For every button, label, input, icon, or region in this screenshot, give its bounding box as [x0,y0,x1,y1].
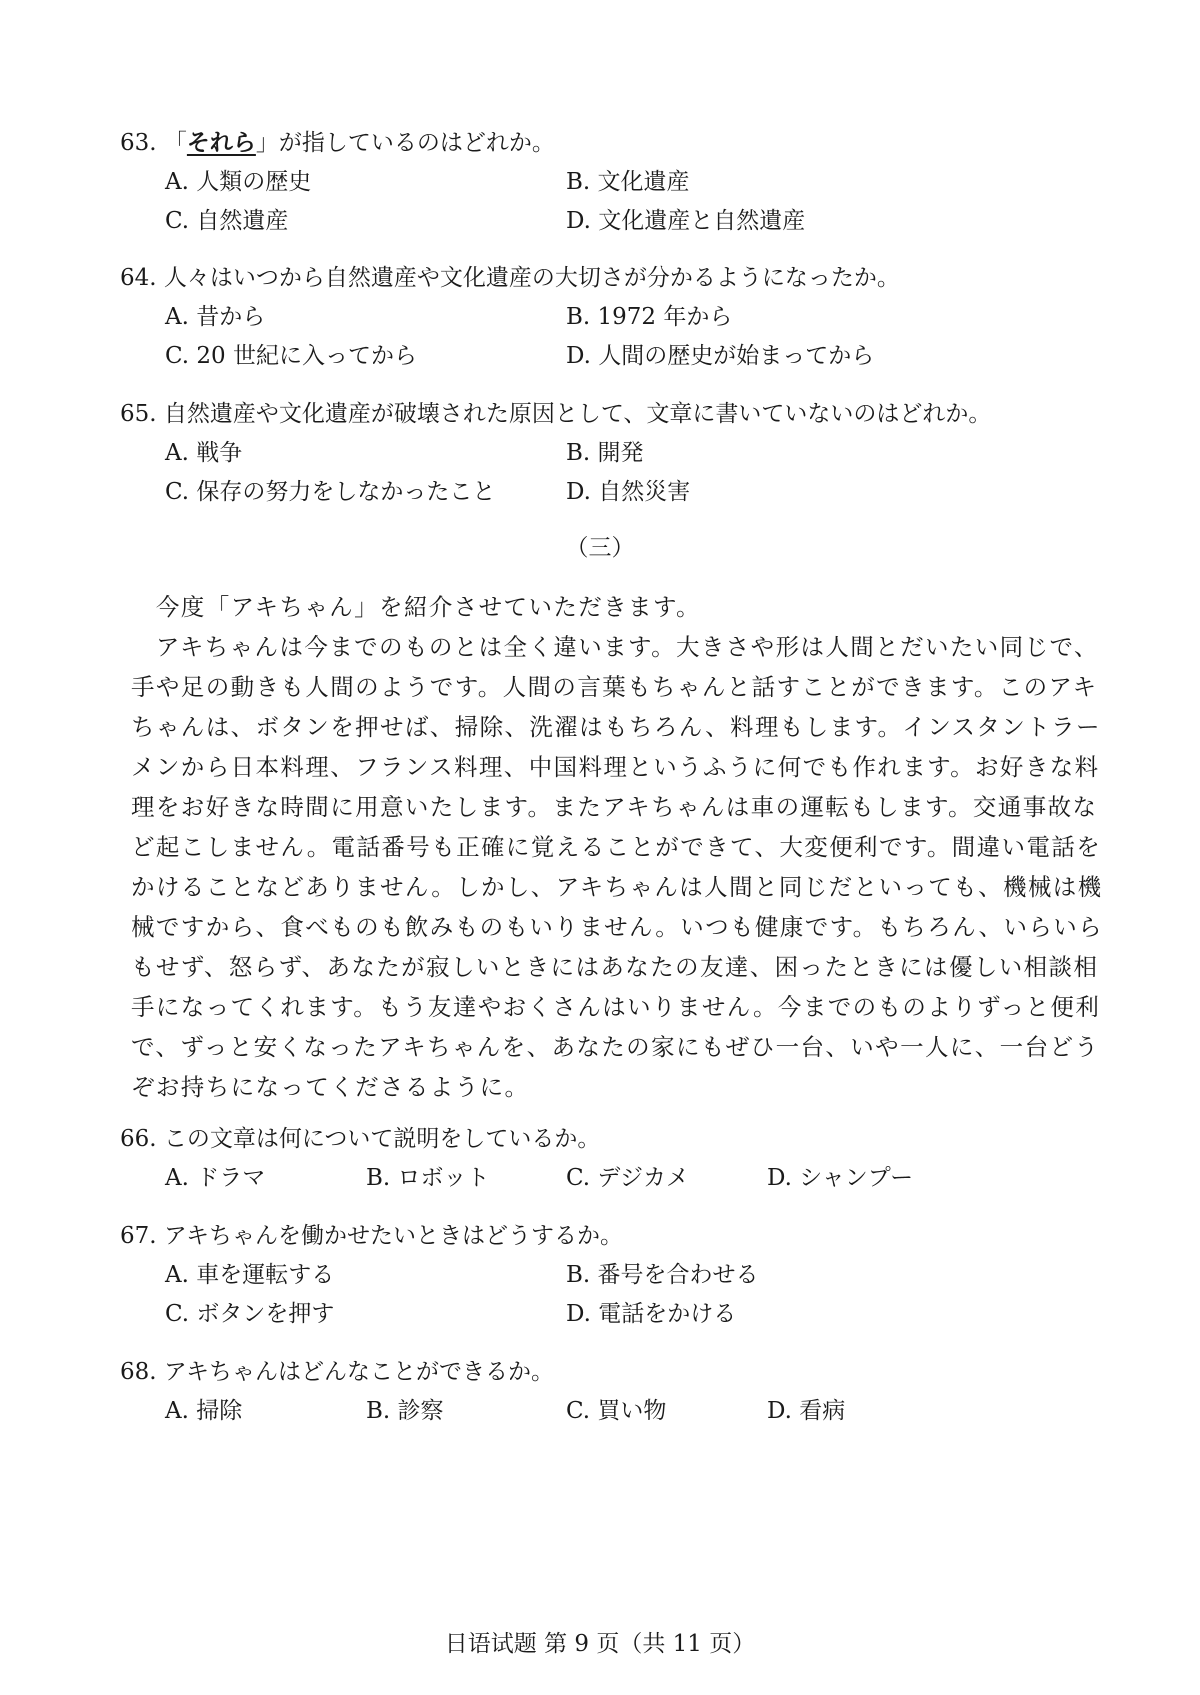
question-66 [120,1124,600,1154]
question-63 [120,128,555,158]
question-68 [120,1357,554,1387]
option-c: C. 保存の努力をしなかったこと [165,479,496,505]
question-text: アキちゃんを働かせたいときはどうするか。 [163,1223,623,1249]
option-b: B. 番号を合わせる [566,1262,759,1288]
question-text: この文章は何について説明をしているか。 [163,1126,601,1152]
option-a: A. 昔から [165,304,266,330]
option-a: A. ドラマ [165,1165,266,1191]
passage-line: ちゃんは、ボタンを押せば、掃除、洗濯はもちろん、料理もします。インスタントラー [131,713,1101,741]
option-d: D. 人間の歴史が始まってから [566,343,875,369]
section-heading: （三） [565,535,635,561]
question-text: 人々はいつから自然遺産や文化遺産の大切さが分かるようになったか。 [163,265,900,291]
question-64 [120,263,900,293]
question-number: 65. [120,401,157,427]
option-a: A. 戦争 [165,440,243,466]
option-b: B. 開発 [566,440,644,466]
passage-line: ぞお持ちになってくださるように。 [131,1073,530,1101]
question-65 [120,399,991,429]
passage-line: かけることなどありません。しかし、アキちゃんは人間と同じだといっても、機械は機 [131,873,1103,901]
question-number: 68. [120,1359,157,1385]
passage-line: 械ですから、食べものも飲みものもいりません。いつも健康です。もちろん、いらいら [131,913,1104,941]
passage-line: 今度「アキちゃん」を紹介させていただきます。 [131,593,701,621]
passage-line: 理をお好きな時間に用意いたします。またアキちゃんは車の運転もします。交通事故な [131,793,1098,821]
option-c: C. デジカメ [566,1165,689,1191]
passage-line: メンから日本料理、フランス料理、中国料理というふうに何でも作れます。お好きな料 [131,753,1100,781]
option-b: B. 文化遺産 [566,169,690,195]
option-d: D. 看病 [767,1398,846,1424]
passage-line: 手になってくれます。もう友達やおくさんはいりません。今までのものよりずっと便利 [131,993,1101,1021]
option-c: C. 20 世紀に入ってから [165,343,417,369]
option-d: D. シャンプー [767,1165,914,1191]
underlined-term: それら [186,129,256,156]
option-d: D. 自然災害 [566,479,691,505]
option-b: B. ロボット [366,1165,490,1191]
page-footer: 日语试题 第 9 页（共 11 页） [444,1631,756,1657]
question-number: 64. [120,265,157,291]
option-b: B. 1972 年から [566,304,733,330]
question-text: 自然遺産や文化遺産が破壊された原因として、文章に書いていないのはどれか。 [163,401,992,427]
question-text: アキちゃんはどんなことができるか。 [163,1359,554,1385]
option-d: D. 文化遺産と自然遺産 [566,208,806,234]
option-c: C. 自然遺産 [165,208,289,234]
question-67 [120,1221,623,1251]
option-b: B. 診察 [366,1398,444,1424]
passage-line: ど起こしません。電話番号も正確に覚えることができて、大変便利です。間違い電話を [131,833,1102,861]
passage-line: 手や足の動きも人間のようです。人間の言葉もちゃんと話すことができます。このアキ [131,673,1098,701]
question-number: 63. [120,130,157,156]
question-number: 67. [120,1223,157,1249]
passage-line: で、ずっと安くなったアキちゃんを、あなたの家にもぜひ一台、いや一人に、一台どう [131,1033,1100,1061]
option-a: A. 人類の歴史 [165,169,312,195]
option-a: A. 車を運転する [165,1262,335,1288]
reading-passage [131,587,1104,1107]
question-number: 66. [120,1126,157,1152]
option-d: D. 電話をかける [566,1301,737,1327]
option-c: C. ボタンを押す [165,1301,335,1327]
option-a: A. 掃除 [165,1398,243,1424]
option-c: C. 買い物 [566,1398,667,1424]
passage-line: もせず、怒らず、あなたが寂しいときにはあなたの友達、困ったときには優しい相談相 [131,953,1099,981]
passage-line: アキちゃんは今までのものとは全く違います。大きさや形は人間とだいたい同じで、 [131,633,1099,661]
question-text: 「それら」が指しているのはどれか。 [163,129,555,156]
